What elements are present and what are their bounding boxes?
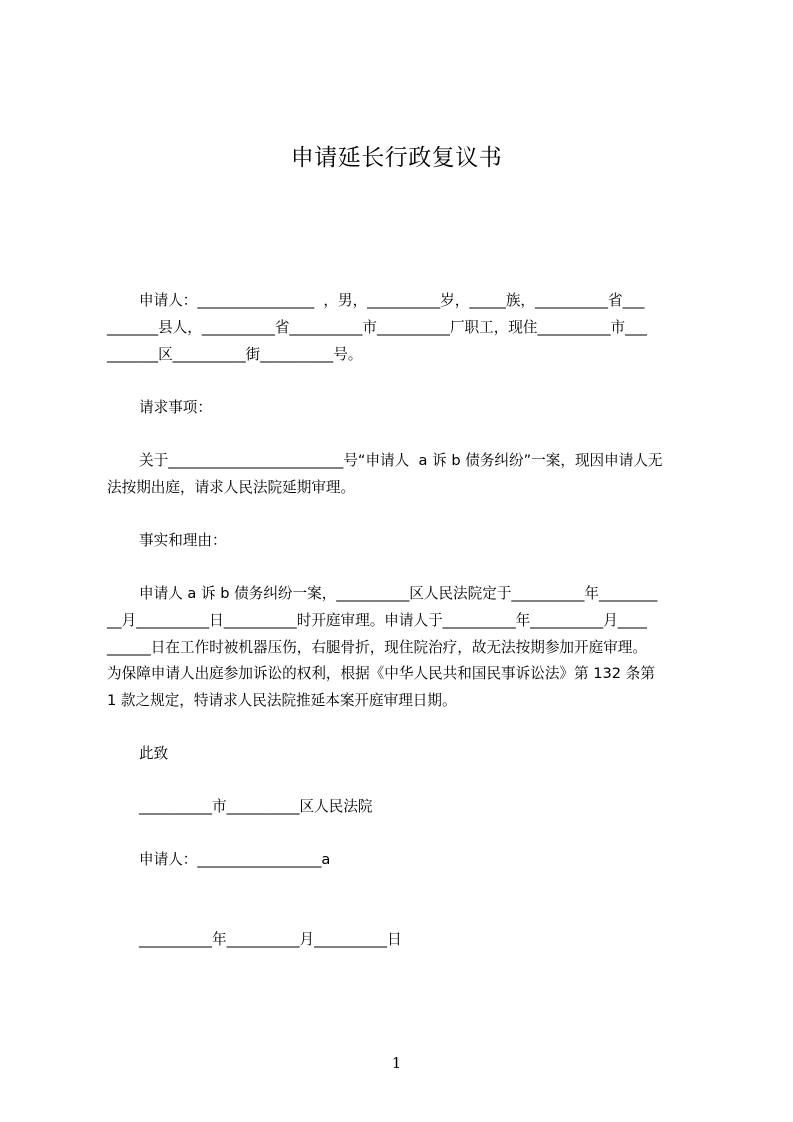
request-line-1: 关于________________________号“申请人 a 诉 b 债务纠纷”一案，现因申请人无 bbox=[139, 452, 663, 469]
salutation: 此致 bbox=[139, 745, 169, 762]
reasons-line-5: 1 款之规定，特请求人民法院推延本案开庭审理日期。 bbox=[107, 692, 457, 709]
reasons-line-1: 申请人 a 诉 b 债务纠纷一案，__________区人民法院定于__________年________ bbox=[139, 585, 658, 602]
reasons-heading: 事实和理由： bbox=[139, 532, 227, 549]
court-line: __________市__________区人民法院 bbox=[139, 798, 373, 815]
page-number: 1 bbox=[391, 1054, 402, 1072]
request-heading: 请求事项： bbox=[139, 399, 212, 416]
request-line-2: 法按期出庭，请求人民法院延期审理。 bbox=[107, 479, 356, 496]
reasons-line-2: __月__________日__________时开庭审理。申请人于__________年__________月____ bbox=[107, 612, 647, 629]
signature-line: 申请人：_________________a bbox=[139, 851, 331, 868]
document-title: 申请延长行政复议书 bbox=[290, 145, 503, 171]
date-line: __________年__________月__________日 bbox=[139, 931, 402, 948]
reasons-line-3: ______日在工作时被机器压伤，右腿骨折，现住院治疗，故无法按期参加开庭审理。 bbox=[107, 639, 647, 656]
applicant-line-1: 申请人：________________ ，男，__________岁，_____族，__________省___ bbox=[139, 292, 645, 309]
applicant-line-2: _______县人，__________省__________市__________厂职工，现住__________市___ bbox=[107, 319, 647, 336]
applicant-line-3: _______区__________街__________号。 bbox=[107, 346, 363, 363]
reasons-line-4: 为保障申请人出庭参加诉讼的权利，根据《中华人民共和国民事诉讼法》第 132 条第 bbox=[107, 665, 655, 682]
